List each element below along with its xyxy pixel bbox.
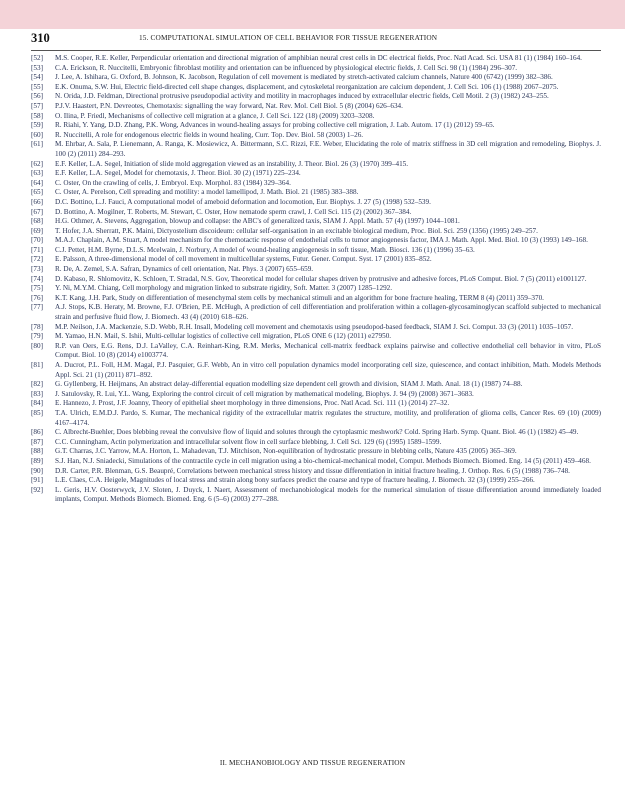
reference-text: L. Geris, H.V. Oosterwyck, J.V. Sloten, J. Duyck, I. Naert, Assessment of mechanobiological models for the numerical simulation of tissue differentiation around immediately loaded implants, Comput. Methods Biomech. Biomed. Eng. 6 (5–6) (2003) 277–288. [55,485,601,504]
reference-item [31,92,601,102]
reference-item [31,208,601,218]
page-footer: II. MECHANOBIOLOGY AND TISSUE REGENERATION [219,758,406,767]
running-head: 15. COMPUTATIONAL SIMULATION OF CELL BEHAVIOR FOR TISSUE REGENERATION [139,33,438,42]
reference-number: [59] [31,121,43,130]
reference-number: [85] [31,408,43,417]
reference-item [31,64,601,74]
reference-number: [81] [31,361,43,369]
reference-text: J. Lee, A. Ishihara, G. Oxford, B. Johnson, K. Jacobson, Regulation of cell movement is mediated by stretch-activated calcium channels, Nature 400 (6742) (1999) 382–386. [55,73,553,82]
reference-text: Y. Ni, M.Y.M. Chiang, Cell morphology and migration linked to substrate rigidity, Soft. Matter. 3 (2007) 1285–1292. [55,284,393,293]
reference-text: C. Oster, A. Perelson, Cell spreading and motility: a model lamellipod, J. Math. Biol. 21 (1985) 383–388. [55,188,359,197]
reference-item [31,476,601,486]
reference-text: E.F. Keller, L.A. Segel, Initiation of slide mold aggregation viewed as an instability, J. Theor. Biol. 26 (3) (1970) 399–415. [55,159,409,168]
reference-number: [92] [31,485,43,494]
reference-number: [73] [31,265,43,274]
reference-number: [80] [31,341,43,350]
reference-item [31,112,601,122]
reference-item [31,361,601,380]
reference-text: D.C. Bottino, L.J. Fauci, A computational model of ameboid deformation and locomotion, Eur. Biophys. J. 27 (5) (1998) 532–539. [55,197,431,206]
reference-item [31,438,601,448]
reference-item [31,447,601,457]
reference-item [31,390,601,400]
reference-number: [86] [31,428,43,437]
reference-text: T. Hofer, J.A. Sherratt, P.K. Maini, Dictyostelium discoideum: cellular self-organisation in an excitable biological medium, Proc. Biol. Sci. 259 (1356) (1995) 249–257. [55,226,538,235]
reference-text: M.A.J. Chaplain, A.M. Stuart, A model mechanism for the chemotactic response of endothelial cells to tumor angiogenesis factor, IMA J. Math. Appl. Med. Biol. 10 (3) (1993) 149–168. [55,236,588,245]
reference-text: A. Ducrot, P.L. Foll, H.M. Magal, P.J. Pasquier, G.F. Webb, An in vitro cell population dynamics model incorporating cell size, quiescence, and contact inhibition, Math. Models Methods Appl. Sci. 21 (1) (2011) 871–892. [55,361,601,379]
reference-item [31,342,601,361]
reference-text: C. Albrecht-Buehler, Does blebbing reveal the convulsive flow of liquid and solutes through the cytoplasmic meshwork? Cold. Spring Harb. Symp. Quant. Biol. 46 (1) (1982) 45–49. [55,428,579,437]
reference-number: [63] [31,169,43,178]
reference-text: R. Nuccitelli, A role for endogenous electric fields in wound healing, Curr. Top. Dev. Biol. 58 (2003) 1–26. [55,130,364,139]
reference-number: [91] [31,476,43,485]
reference-number: [82] [31,380,43,389]
reference-text: N. Orida, J.D. Feldman, Directional protrusive pseudopodial activity and motility in macrophages induced by extracellular electric fields, Cell Motil. 2 (3) (1982) 243–255. [55,92,549,101]
reference-text: A.J. Stops, K.B. Heraty, M. Browne, F.J. O'Brien, P.E. McHugh, A prediction of cell differentiation and proliferation within a collagen-glycosaminoglycan scaffold subjected to mechanical strain and perfusive fluid flow, J. Biomech. 43 (4) (2010) 618–626. [55,303,601,322]
reference-text: P.J.V. Haastert, P.N. Devreotes, Chemotaxis: signalling the way forward, Nat. Rev. Mol. Cell Biol. 5 (8) (2004) 626–634. [55,101,403,110]
reference-number: [52] [31,54,43,62]
reference-text: R.P. van Oers, E.G. Rens, D.J. LaValley, C.A. Reinhart-King, R.M. Merks, Mechanical cell-matrix feedback explains pairwise and collective endothelial cell behavior in vitro, PLoS Comput. Biol. 10 (8) (2014) e1003774. [55,341,601,360]
reference-item [31,428,601,438]
reference-text: C.C. Cunningham, Actin polymerization and intracellular solvent flow in cell surface blebbing, J. Cell Sci. 129 (6) (1995) 1589–1599. [55,437,442,446]
reference-number: [64] [31,178,43,187]
reference-number: [61] [31,140,43,149]
reference-item [31,486,601,505]
reference-number: [74] [31,274,43,283]
reference-item [31,409,601,428]
reference-item [31,160,601,170]
header-rule [31,50,601,51]
reference-item [31,457,601,467]
reference-number: [60] [31,130,43,139]
reference-item [31,121,601,131]
reference-number: [58] [31,111,43,120]
reference-text: C.J. Pettet, H.M. Byrne, D.L.S. Mcelwain, J. Norbury, A model of wound-healing angiogenesis in soft tissue, Math. Biosci. 136 (1) (1996) 35–63. [55,245,475,254]
reference-text: O. Ilina, P. Friedl, Mechanisms of collective cell migration at a glance, J. Cell Sci. 122 (18) (2009) 3203–3208. [55,111,375,120]
reference-number: [78] [31,322,43,331]
reference-item [31,275,601,285]
reference-item [31,198,601,208]
page-number: 310 [31,31,50,45]
reference-item [31,246,601,256]
reference-item [31,83,601,93]
reference-item [31,102,601,112]
reference-number: [87] [31,437,43,446]
reference-number: [54] [31,73,43,82]
reference-number: [72] [31,255,43,264]
reference-number: [88] [31,447,43,456]
reference-list [31,54,601,505]
reference-item [31,227,601,237]
reference-number: [75] [31,284,43,293]
reference-item [31,255,601,265]
reference-number: [83] [31,389,43,398]
reference-text: K.T. Kang, J.H. Park, Study on differentiation of mesenchymal stem cells by mechanical stimuli and an algorithm for bone fracture healing, TERM 8 (4) (2011) 359–370. [55,293,544,302]
reference-text: D. Bottino, A. Mogilner, T. Roberts, M. Stewart, C. Oster, How nematode sperm crawl, J. Cell Sci. 115 (2) (2002) 367–384. [55,207,412,216]
reference-item [31,284,601,294]
reference-number: [67] [31,207,43,216]
reference-text: H.G. Othmer, A. Stevens, Aggregation, blowup and collapse: the ABC's of generalized taxis, SIAM J. Appl. Math. 57 (4) (1997) 1044–1081. [55,217,460,226]
reference-text: D.R. Carter, P.R. Blenman, G.S. Beaupré, Correlations between mechanical stress history and tissue differentiation in initial fracture healing, J. Orthop. Res. 6 (5) (1988) 736–748. [55,466,570,475]
reference-text: L.E. Claes, C.A. Heigele, Magnitudes of local stress and strain along bony surfaces predict the coarse and type of fracture healing, J. Biomech. 32 (3) (1999) 255–266. [55,476,535,485]
reference-item [31,140,601,159]
reference-text: M.P. Neilson, J.A. Mackenzie, S.D. Webb, R.H. Insall, Modeling cell movement and chemotaxis using pseudopod-based feedback, SIAM J. Sci. Comput. 33 (3) (2011) 1035–1057. [55,322,574,331]
reference-number: [68] [31,217,43,226]
reference-number: [70] [31,236,43,245]
reference-number: [89] [31,456,43,465]
reference-item [31,303,601,322]
reference-item [31,380,601,390]
reference-number: [65] [31,188,43,197]
reference-text: R. De, A. Zemel, S.A. Safran, Dynamics of cell orientation, Nat. Phys. 3 (2007) 655–659. [55,265,314,274]
reference-number: [84] [31,399,43,408]
reference-number: [53] [31,63,43,72]
reference-number: [55] [31,82,43,91]
reference-text: E.K. Onuma, S.W. Hui, Electric field-directed cell shape changes, displacement, and cytoskeletal reorganization are calcium dependent, J. Cell Sci. 106 (1) (1988) 2067–2075. [55,82,559,91]
reference-text: C. Oster, On the crawling of cells, J. Embryol. Exp. Morphol. 83 (1984) 329–364. [55,178,291,187]
reference-number: [90] [31,466,43,475]
reference-number: [56] [31,92,43,101]
reference-text: M. Yamao, H.N. Mail, S. Ishii, Multi-cellular logistics of collective cell migration, PLoS ONE 6 (12) (2011) e27950. [55,332,392,341]
reference-item [31,217,601,227]
reference-item [31,323,601,333]
reference-text: E. Palsson, A three-dimensional model of cell movement in multicellular systems, Futur. Gener. Comput. Syst. 17 (2001) 835–852. [55,255,432,264]
reference-number: [76] [31,293,43,302]
reference-item [31,188,601,198]
reference-text: J. Satulovsky, R. Lui, Y.L. Wang, Exploring the control circuit of cell migration by mathematical modeling, Biophys. J. 94 (9) (2008) 3671–3683. [55,389,474,398]
reference-text: G.T. Charras, J.C. Yarrow, M.A. Horton, L. Mahadevan, T.J. Mitchison, Non-equilibration of hydrostatic pressure in blebbing cells, Nature 435 (2005) 365–369. [55,447,517,456]
reference-number: [69] [31,226,43,235]
reference-text: M. Ehrbar, A. Sala, P. Lienemann, A. Ranga, K. Mosiewicz, A. Bittermann, S.C. Rizzi, F.E. Weber, Elucidating the role of matrix stiffness in 3D cell migration and remodeling, Biophys. J. 100 (2) (2011) 284–293. [55,140,601,158]
reference-number: [79] [31,332,43,341]
reference-text: R. Riahi, Y. Yang, D.D. Zhang, P.K. Wong, Advances in wound-healing assays for probing collective cell migration, J. Lab. Autom. 17 (1) (2012) 59–65. [55,121,495,130]
reference-item [31,73,601,83]
reference-item [31,294,601,304]
reference-item [31,467,601,477]
reference-number: [62] [31,159,43,168]
reference-item [31,169,601,179]
top-color-band [0,0,625,29]
page-header [31,31,601,49]
reference-item [31,265,601,275]
reference-number: [77] [31,303,43,312]
reference-text: G. Gyllenberg, H. Heijmans, An abstract delay-differential equation modelling size dependent cell growth and division, SIAM J. Math. Anal. 18 (1) (1987) 74–88. [55,380,523,389]
reference-number: [66] [31,197,43,206]
reference-number: [57] [31,101,43,110]
reference-text: S.J. Han, N.J. Sniadecki, Simulations of the contractile cycle in cell migration using a bio-chemical-mechanical model, Comput. Methods Biomech. Biomed. Eng. 14 (5) (2011) 459–468. [55,456,591,465]
reference-text: M.S. Cooper, R.E. Keller, Perpendicular orientation and directional migration of amphibian neural crest cells in DC electrical fields, Proc. Natl Acad. Sci. USA 81 (1) (1984) 160–164. [55,54,582,62]
reference-item [31,131,601,141]
reference-text: D. Kabaso, R. Shlomovitz, K. Schloen, T. Stradal, N.S. Gov, Theoretical model for cellular shapes driven by protrusive and adhesive forces, PLoS Comput. Biol. 7 (5) (2011) e1001127. [55,274,587,283]
reference-text: C.A. Erickson, R. Nuccitelli, Embryonic fibroblast motility and orientation can be influenced by physiological electric fields, J. Cell Sci. 98 (1) (1984) 296–307. [55,63,518,72]
reference-text: T.A. Ulrich, E.M.D.J. Pardo, S. Kumar, The mechanical rigidity of the extracellular matrix regulates the structure, motility, and proliferation of glioma cells, Cancer Res. 69 (10) (2009) 4167–4174. [55,408,601,427]
reference-item [31,332,601,342]
reference-item [31,236,601,246]
reference-number: [71] [31,245,43,254]
reference-item [31,399,601,409]
reference-text: E.F. Keller, L.A. Segel, Model for chemotaxis, J. Theor. Biol. 30 (2) (1971) 225–234. [55,169,301,178]
reference-item [31,179,601,189]
reference-item [31,54,601,64]
reference-text: E. Hannezo, J. Prost, J.F. Joanny, Theory of epithelial sheet morphology in three dimensions, Proc. Natl Acad. Sci. 111 (1) (2014) 27–32. [55,399,450,408]
